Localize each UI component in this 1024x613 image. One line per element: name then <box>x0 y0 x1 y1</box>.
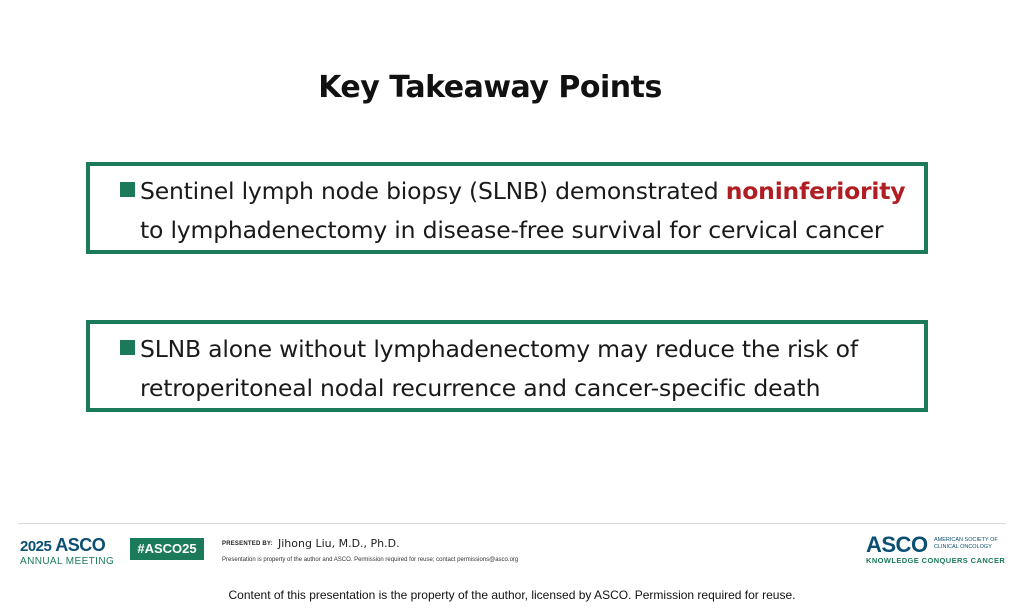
presentation-note: Presentation is property of the author and ASCO. Permission required for reuse; contact permissions@asco.org <box>222 557 519 563</box>
takeaway-1-text-start: Sentinel lymph node biopsy (SLNB) demonstrated <box>140 177 726 205</box>
takeaway-1-line-2: to lymphadenectomy in disease-free survival for cervical cancer <box>140 216 884 244</box>
presented-by-label: PRESENTED BY: <box>222 541 273 547</box>
takeaway-box-2 <box>86 320 928 412</box>
slide-title: Key Takeaway Points <box>318 70 662 105</box>
asco-tagline: KNOWLEDGE CONQUERS CANCER <box>866 556 1006 565</box>
meeting-subtitle: ANNUAL MEETING <box>20 556 115 567</box>
asco-society-line-1: AMERICAN SOCIETY OF <box>934 537 998 543</box>
meeting-name: ASCO <box>55 535 106 555</box>
annual-meeting-logo <box>20 536 120 568</box>
noninferiority-highlight: noninferiority <box>725 177 906 205</box>
takeaway-2-line-1: SLNB alone without lymphadenectomy may reduce the risk of <box>140 335 858 363</box>
meeting-year: 2025 <box>20 538 52 555</box>
presenter-name: Jihong Liu, M.D., Ph.D. <box>278 537 400 550</box>
takeaway-box-1 <box>86 162 928 254</box>
hashtag-badge: #ASCO25 <box>130 538 204 560</box>
takeaway-text-2 <box>140 330 914 408</box>
asco-society-line-2: CLINICAL ONCOLOGY <box>934 544 992 550</box>
footer-divider <box>18 523 1006 524</box>
asco-society-name <box>934 537 1004 551</box>
square-bullet-icon <box>120 182 135 197</box>
asco-wordmark: ASCO <box>866 532 928 557</box>
takeaway-1-line-1 <box>140 172 914 211</box>
copyright-notice: Content of this presentation is the property of the author, licensed by ASCO. Permission required for reuse. <box>228 588 796 602</box>
square-bullet-icon <box>120 340 135 355</box>
takeaway-text-1 <box>140 172 914 250</box>
takeaway-2-line-2: retroperitoneal nodal recurrence and cancer-specific death <box>140 374 821 402</box>
